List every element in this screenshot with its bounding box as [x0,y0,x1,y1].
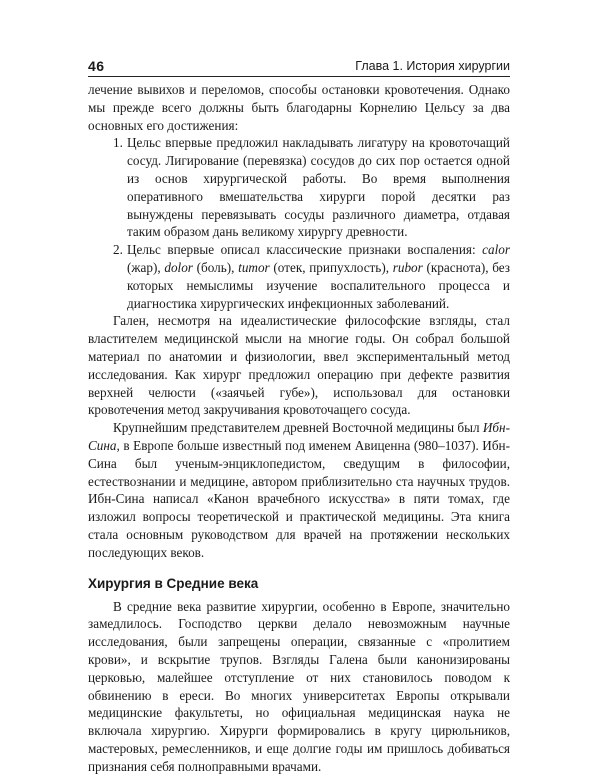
page-number: 46 [88,58,105,74]
latin-term: dolor [164,259,193,275]
list-item-text: Цельс впервые описал классические признаки воспаления: [127,242,483,258]
latin-term: calor [482,242,510,258]
list-number: 1. [113,135,123,151]
page-body [88,81,510,775]
latin-term: tumor [238,259,270,275]
list-item-text: (краснота), без которых немыслимы изучение воспалительного процесса и диагностика хирургических инфекционных заболеваний. [127,259,511,311]
list-item-text: Цельс впервые предложил накладывать лигатуру на кровоточащий сосуд. Лигирование (перевязка) сосудов до сих пор остается одной из основ хирургической работы. Во время выполнения оперативного вмешательства хирурги порой десятки раз вынуждены перевязывать сосуды различного диаметра, отдавая таким образом дань великому хирургу древности. [127,135,510,240]
person-name: Ибн-Сина [88,420,510,453]
running-head: Глава 1. История хирургии [355,59,510,73]
paragraph-galen: Гален, несмотря на идеалистические философские взгляды, стал властителем медицинской мысли на многие годы. Он собрал большой материал по анатомии и физиологии, ввел экспериментальный метод исследования. Как хирург предложил операцию при дефекте развития верхней челюсти («заячьей губе»), использовал для остановки кровотечения метод закручивания кровоточащего сосуда. [88,313,510,418]
paragraph-text: Крупнейшим представителем древней Восточной медицины был [113,420,483,436]
paragraph-1: лечение вывихов и переломов, способы остановки кровотечения. Однако мы прежде всего должны быть благодарны Корнелию Цельсу за два основных его достижения: [88,82,510,133]
paragraph-middle-ages: В средние века развитие хирургии, особенно в Европе, значительно замедлилось. Господство церкви делало невозможным научные исследования, были запрещены операции, связанные с «пролитием крови», и вскрытие трупов. Взгляды Галена были канонизированы церковью, малейшее отступление от них становилось поводом к обвинению в ереси. Во многих университетах Европы открывали медицинские факультеты, но официальная медицинская наука не включала хирургию. Хирурги формировались в кругу цирюльников, мастеровых, ремесленников, и еще долгие годы им пришлось добиваться признания себя полноправными врачами. [88,598,510,774]
list-item [113,134,510,241]
paragraph-ibn-sina [88,419,510,561]
paragraph-text: , в Европе больше известный под именем Авиценна (980–1037). Ибн-Сина был ученым-энциклопедистом, сведущим в философии, естествознании и медицине, автором приблизительно ста научных трудов. Ибн-Сина написал «Канон врачебного искусства» в пяти томах, где изложил вопросы теоретической и практической медицины. Эта книга стала основным руководством для врачей на протяжении нескольких последующих веков. [88,437,510,560]
list-item [113,241,510,312]
term-gloss: (боль), [192,259,239,275]
header-rule [88,76,510,77]
latin-term: rubor [392,259,423,275]
page-header [88,58,510,76]
achievements-list [88,134,510,312]
term-gloss: (жар), [127,259,165,275]
term-gloss: (отек, припухлость), [269,259,393,275]
section-heading: Хирургия в Средние века [88,575,259,591]
list-number: 2. [113,242,123,258]
